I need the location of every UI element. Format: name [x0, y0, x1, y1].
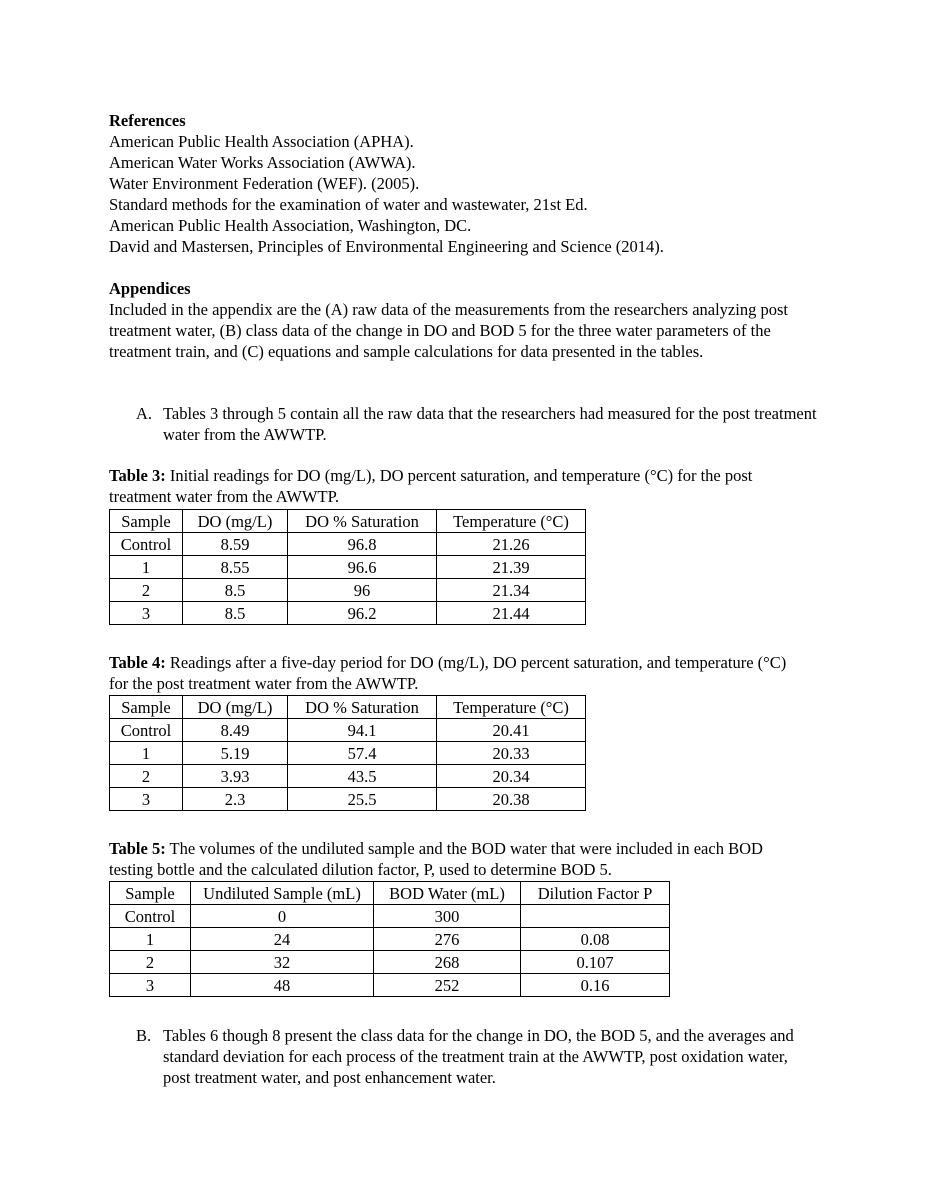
table5-caption-text: The volumes of the undiluted sample and the BOD water that were included in each BOD testing bottle and the calculated dilution factor, P, used to determine BOD 5. [109, 839, 763, 879]
table-cell: 21.26 [437, 533, 586, 556]
table-cell: 300 [374, 905, 521, 928]
column-header: Sample [110, 696, 183, 719]
table-row [110, 905, 670, 928]
column-header: DO % Saturation [288, 510, 437, 533]
appendices-section [109, 278, 809, 362]
table-row [110, 788, 586, 811]
table-cell: Control [110, 719, 183, 742]
table-header-row [110, 510, 586, 533]
appendix-item-a [136, 403, 826, 445]
table-cell: 57.4 [288, 742, 437, 765]
table-cell: 20.38 [437, 788, 586, 811]
table-cell: 1 [110, 556, 183, 579]
column-header: DO % Saturation [288, 696, 437, 719]
table-row [110, 951, 670, 974]
column-header: Undiluted Sample (mL) [191, 882, 374, 905]
table-row [110, 602, 586, 625]
table-row [110, 579, 586, 602]
table-cell: 25.5 [288, 788, 437, 811]
table-cell: 32 [191, 951, 374, 974]
table-cell: 0 [191, 905, 374, 928]
table-row [110, 533, 586, 556]
table-cell: 8.59 [183, 533, 288, 556]
table-row [110, 556, 586, 579]
column-header: DO (mg/L) [183, 696, 288, 719]
table-cell: 20.41 [437, 719, 586, 742]
table-cell: 20.33 [437, 742, 586, 765]
table-cell: 3 [110, 974, 191, 997]
table-cell: 8.49 [183, 719, 288, 742]
table3 [109, 509, 586, 625]
table4-label: Table 4: [109, 653, 166, 672]
table3-caption [109, 465, 799, 507]
table-cell: 3.93 [183, 765, 288, 788]
table-cell: 24 [191, 928, 374, 951]
column-header: Dilution Factor P [521, 882, 670, 905]
table4-caption-text: Readings after a five-day period for DO (mg/L), DO percent saturation, and temperature (°C) for the post treatment water from the AWWTP. [109, 653, 787, 693]
table5-caption [109, 838, 799, 880]
references-heading: References [109, 111, 186, 130]
table-cell: 3 [110, 602, 183, 625]
appendix-item-b [136, 1025, 806, 1088]
table-cell: Control [110, 533, 183, 556]
table-cell: 0.08 [521, 928, 670, 951]
list-text: Tables 6 though 8 present the class data for the change in DO, the BOD 5, and the averages and standard deviation for each process of the treatment train at the AWWTP, post oxidation water, post treatment water, and post enhancement water. [163, 1026, 794, 1087]
reference-item: Water Environment Federation (WEF). (2005). [109, 174, 420, 193]
reference-item: American Water Works Association (AWWA). [109, 153, 416, 172]
table-cell: 0.16 [521, 974, 670, 997]
column-header: Sample [110, 882, 191, 905]
table-cell: Control [110, 905, 191, 928]
table-cell: 2 [110, 579, 183, 602]
table-cell: 8.5 [183, 602, 288, 625]
table-cell: 0.107 [521, 951, 670, 974]
column-header: Temperature (°C) [437, 696, 586, 719]
table-row [110, 928, 670, 951]
table-cell: 21.34 [437, 579, 586, 602]
table5-label: Table 5: [109, 839, 166, 858]
table-row [110, 742, 586, 765]
table-cell: 1 [110, 928, 191, 951]
appendices-intro: Included in the appendix are the (A) raw data of the measurements from the researchers analyzing post treatment water, (B) class data of the change in DO and BOD 5 for the three water parameters of the treatment train, and (C) equations and sample calculations for data presented in the tables. [109, 300, 788, 361]
reference-item: American Public Health Association, Washington, DC. [109, 216, 472, 235]
table4-caption [109, 652, 799, 694]
list-letter: A. [136, 404, 153, 423]
table-row [110, 719, 586, 742]
table-cell: 21.44 [437, 602, 586, 625]
table-cell: 48 [191, 974, 374, 997]
table-cell: 2 [110, 951, 191, 974]
table-cell: 21.39 [437, 556, 586, 579]
table-cell [521, 905, 670, 928]
table-row [110, 765, 586, 788]
table-header-row [110, 696, 586, 719]
references-section [109, 110, 809, 257]
table3-label: Table 3: [109, 466, 166, 485]
column-header: DO (mg/L) [183, 510, 288, 533]
table-cell: 96 [288, 579, 437, 602]
table-cell: 2 [110, 765, 183, 788]
table5 [109, 881, 670, 997]
table-cell: 20.34 [437, 765, 586, 788]
table-header-row [110, 882, 670, 905]
table-cell: 8.5 [183, 579, 288, 602]
list-text: Tables 3 through 5 contain all the raw data that the researchers had measured for the post treatment water from the AWWTP. [163, 404, 817, 444]
reference-item: Standard methods for the examination of water and wastewater, 21st Ed. [109, 195, 588, 214]
table4 [109, 695, 586, 811]
table-cell: 5.19 [183, 742, 288, 765]
table-cell: 8.55 [183, 556, 288, 579]
reference-item: David and Mastersen, Principles of Environmental Engineering and Science (2014). [109, 237, 664, 256]
table-row [110, 974, 670, 997]
table-cell: 252 [374, 974, 521, 997]
column-header: Temperature (°C) [437, 510, 586, 533]
table3-caption-text: Initial readings for DO (mg/L), DO percent saturation, and temperature (°C) for the post treatment water from the AWWTP. [109, 466, 753, 506]
table-cell: 96.2 [288, 602, 437, 625]
list-letter: B. [136, 1026, 152, 1045]
table-cell: 43.5 [288, 765, 437, 788]
column-header: Sample [110, 510, 183, 533]
table-cell: 3 [110, 788, 183, 811]
table-cell: 1 [110, 742, 183, 765]
table-cell: 96.6 [288, 556, 437, 579]
table-cell: 268 [374, 951, 521, 974]
reference-item: American Public Health Association (APHA). [109, 132, 414, 151]
column-header: BOD Water (mL) [374, 882, 521, 905]
appendices-heading: Appendices [109, 279, 191, 298]
table-cell: 2.3 [183, 788, 288, 811]
table-cell: 96.8 [288, 533, 437, 556]
table-cell: 94.1 [288, 719, 437, 742]
table-cell: 276 [374, 928, 521, 951]
